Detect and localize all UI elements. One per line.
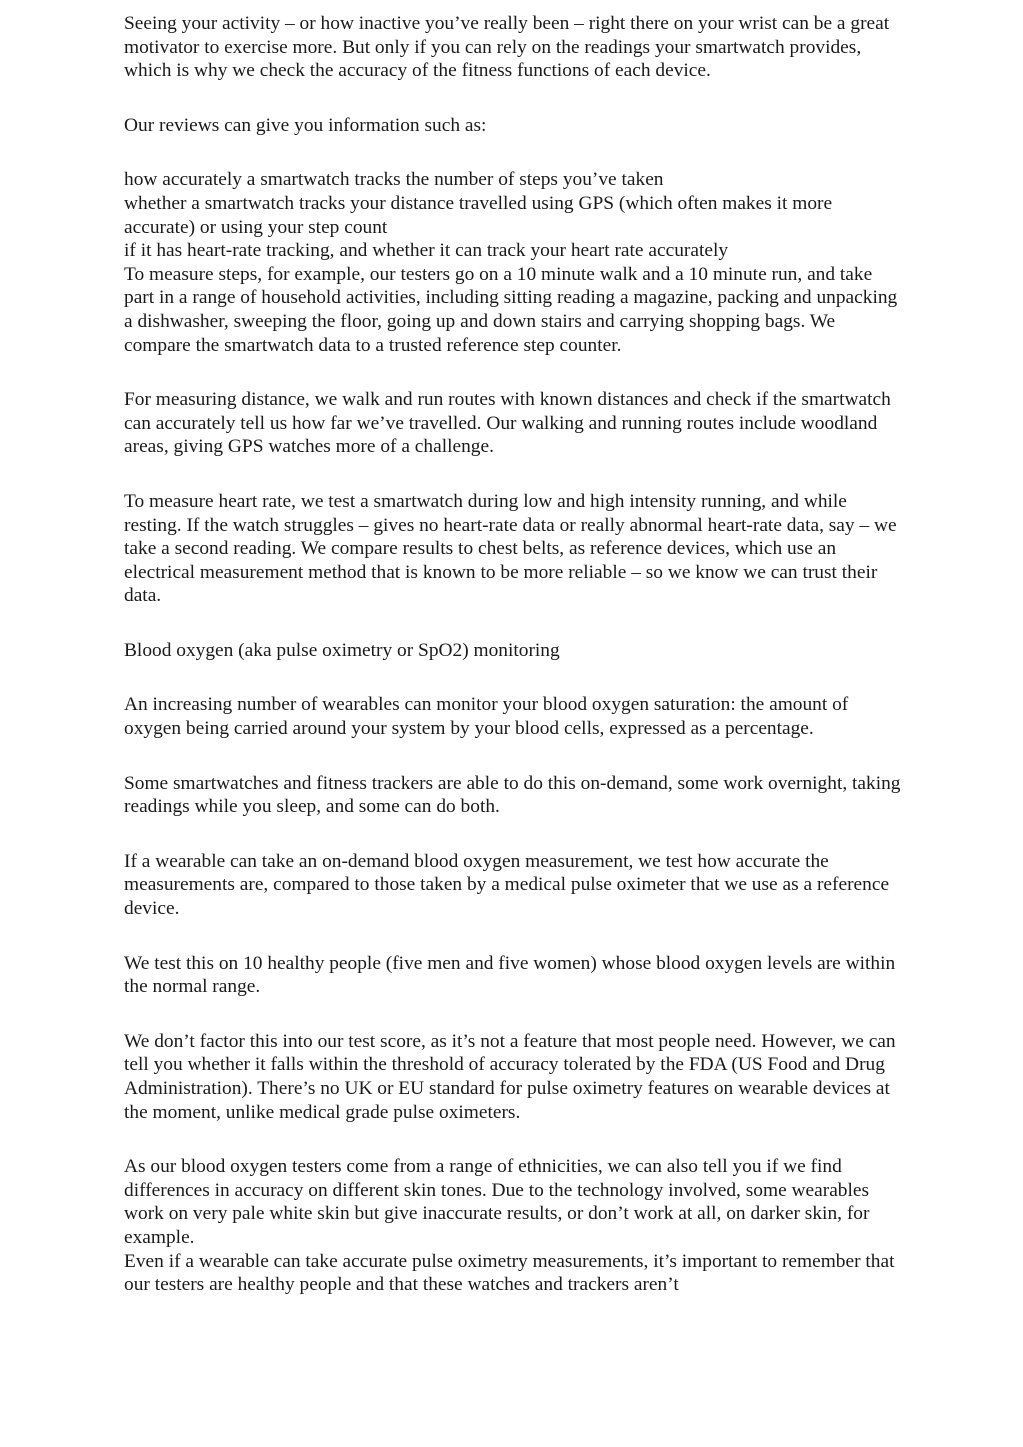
paragraph-distance-method: For measuring distance, we walk and run routes with known distances and check if the smartwatch can accurately tell us how far we’ve travelled. Our walking and running routes include woodland areas, giving GPS watches more of a challenge. [124,389,891,458]
review-item-heart-rate: if it has heart-rate tracking, and whether it can track your heart rate accurately [124,240,729,262]
paragraph-healthy-testers: Even if a wearable can take accurate pulse oximetry measurements, it’s important to remember that our testers are healthy people and that these watches and trackers aren’t [124,1250,895,1296]
section-heading-blood-oxygen: Blood oxygen (aka pulse oximetry or SpO2) monitoring [124,639,560,661]
paragraph-reviews-info: Our reviews can give you information such as: [124,114,487,136]
review-item-distance: whether a smartwatch tracks your distance travelled using GPS (which often makes it more accurate) or using your step count [124,192,833,238]
paragraph-steps-method: To measure steps, for example, our testers go on a 10 minute walk and a 10 minute run, and take part in a range of household activities, including sitting reading a magazine, packing and unpacking a dishwasher, sweeping the floor, going up and down stairs and carrying shopping bags. We compare the smartwatch data to a trusted reference step counter. [124,263,898,356]
paragraph-heart-rate-method: To measure heart rate, we test a smartwatch during low and high intensity running, and while resting. If the watch struggles – gives no heart-rate data or really abnormal heart-rate data, say – we take a second reading. We compare results to chest belts, as reference devices, which use an electrical measurement method that is known to be more reliable – so we know we can trust their data. [124,490,897,607]
paragraph-skin-tones: As our blood oxygen testers come from a range of ethnicities, we can also tell you if we find differences in accuracy on different skin tones. Due to the technology involved, some wearables work on very pale white skin but give inaccurate results, or don’t work at all, on darker skin, for example. [124,1156,870,1248]
review-item-steps: how accurately a smartwatch tracks the number of steps you’ve taken [124,169,664,191]
document-page [124,12,904,1297]
paragraph-intro: Seeing your activity – or how inactive you’ve really been – right there on your wrist can be a great motivator to exercise more. But only if you can rely on the readings your smartwatch provides, which is why we check the accuracy of the fitness functions of each device. [124,13,890,82]
paragraph-on-demand-test: If a wearable can take an on-demand blood oxygen measurement, we test how accurate the measurements are, compared to those taken by a medical pulse oximeter that we use as a reference device. [124,850,890,920]
review-items-block [124,168,904,357]
paragraph-test-score: We don’t factor this into our test score, as it’s not a feature that most people need. However, we can tell you whether it falls within the threshold of accuracy tolerated by the FDA (US Food and Drug Administration). There’s no UK or EU standard for pulse oximetry features on wearable devices at the moment, unlike medical grade pulse oximeters. [124,1030,896,1123]
paragraph-test-subjects: We test this on 10 healthy people (five men and five women) whose blood oxygen levels are within the normal range. [124,952,896,998]
paragraph-on-demand-overnight: Some smartwatches and fitness trackers are able to do this on-demand, some work overnight, taking readings while you sleep, and some can do both. [124,772,901,818]
paragraph-blood-oxygen-intro: An increasing number of wearables can monitor your blood oxygen saturation: the amount of oxygen being carried around your system by your blood cells, expressed as a percentage. [124,694,849,740]
